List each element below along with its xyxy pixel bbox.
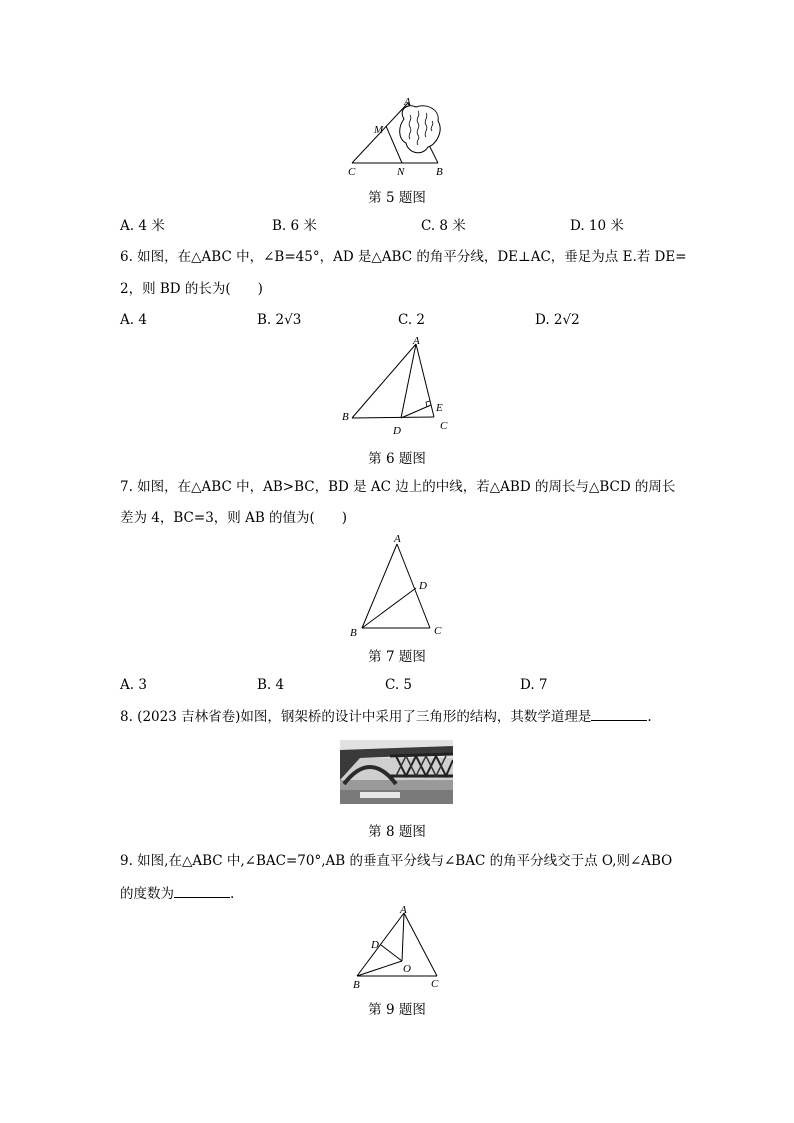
q8-caption: 第 8 题图 — [368, 824, 426, 840]
q5-option-b: B. 6 米 — [272, 218, 317, 234]
q5-option-a: A. 4 米 — [120, 218, 165, 234]
q6-label-A: A — [413, 335, 420, 347]
q7-stem-line2: 差为 4，BC=3，则 AB 的值为( ) — [120, 510, 348, 526]
q5-label-N: N — [397, 166, 405, 178]
q5-label-B: B — [436, 166, 443, 178]
q5-figure — [340, 95, 455, 180]
q9-stem-line1: 9. 如图,在△ABC 中,∠BAC=70°,AB 的垂直平分线与∠BAC 的角平分线交于点 O,则∠ABO — [120, 853, 673, 869]
q6-option-a: A. 4 — [120, 312, 147, 328]
q9-label-O: O — [403, 963, 411, 975]
q6-label-C: C — [440, 420, 448, 432]
q7-label-B: B — [350, 627, 357, 639]
q7-label-D: D — [419, 580, 427, 592]
q5-option-c: C. 8 米 — [421, 218, 466, 234]
q6-figure — [338, 335, 458, 440]
q9-stem-line2 — [120, 883, 234, 904]
q7-stem-line1: 7. 如图，在△ABC 中，AB>BC，BD 是 AC 边上的中线，若△ABD 的周长与△BCD 的周长 — [120, 479, 676, 495]
q9-caption: 第 9 题图 — [368, 1002, 426, 1018]
q6-option-b: B. 2√3 — [257, 312, 302, 328]
q8-stem-text: 8. (2023 吉林省卷)如图，钢架桥的设计中采用了三角形的结构，其数学道理是 — [120, 709, 592, 725]
q9-stem-end: . — [230, 886, 235, 902]
q9-label-C: C — [431, 978, 439, 990]
q9-figure — [345, 903, 445, 993]
q8-stem — [120, 706, 652, 727]
q6-label-D: D — [393, 425, 401, 437]
q8-stem-end: . — [647, 709, 652, 725]
q9-answer-blank[interactable] — [174, 883, 230, 898]
q9-stem-text: 的度数为 — [120, 886, 174, 902]
q6-caption: 第 6 题图 — [368, 451, 426, 467]
q6-label-B: B — [342, 411, 349, 423]
q6-stem-line2: 2，则 BD 的长为( ) — [120, 281, 263, 297]
q9-label-A: A — [400, 904, 407, 916]
q9-label-D: D — [371, 939, 379, 951]
q6-option-c: C. 2 — [398, 312, 426, 328]
q6-label-E: E — [436, 402, 443, 414]
q7-option-c: C. 5 — [385, 677, 413, 693]
q6-option-d: D. 2√2 — [535, 312, 580, 328]
q9-label-B: B — [353, 979, 360, 991]
q7-label-A: A — [394, 533, 401, 545]
q5-option-d: D. 10 米 — [570, 218, 624, 234]
q5-label-M: M — [374, 124, 384, 136]
q7-caption: 第 7 题图 — [368, 649, 426, 665]
q8-answer-blank[interactable] — [591, 706, 647, 721]
q5-label-A: A — [404, 96, 411, 108]
q6-stem-line1: 6. 如图，在△ABC 中，∠B=45°，AD 是△ABC 的角平分线，DE⊥AC，垂足为点 E.若 DE= — [120, 249, 687, 265]
q7-option-d: D. 7 — [520, 677, 548, 693]
q5-label-C: C — [348, 166, 356, 178]
q7-label-C: C — [434, 625, 442, 637]
q7-figure — [340, 530, 455, 642]
q7-option-b: B. 4 — [257, 677, 285, 693]
q5-caption: 第 5 题图 — [368, 190, 426, 206]
q7-option-a: A. 3 — [120, 677, 147, 693]
q8-bridge-photo — [340, 740, 453, 804]
